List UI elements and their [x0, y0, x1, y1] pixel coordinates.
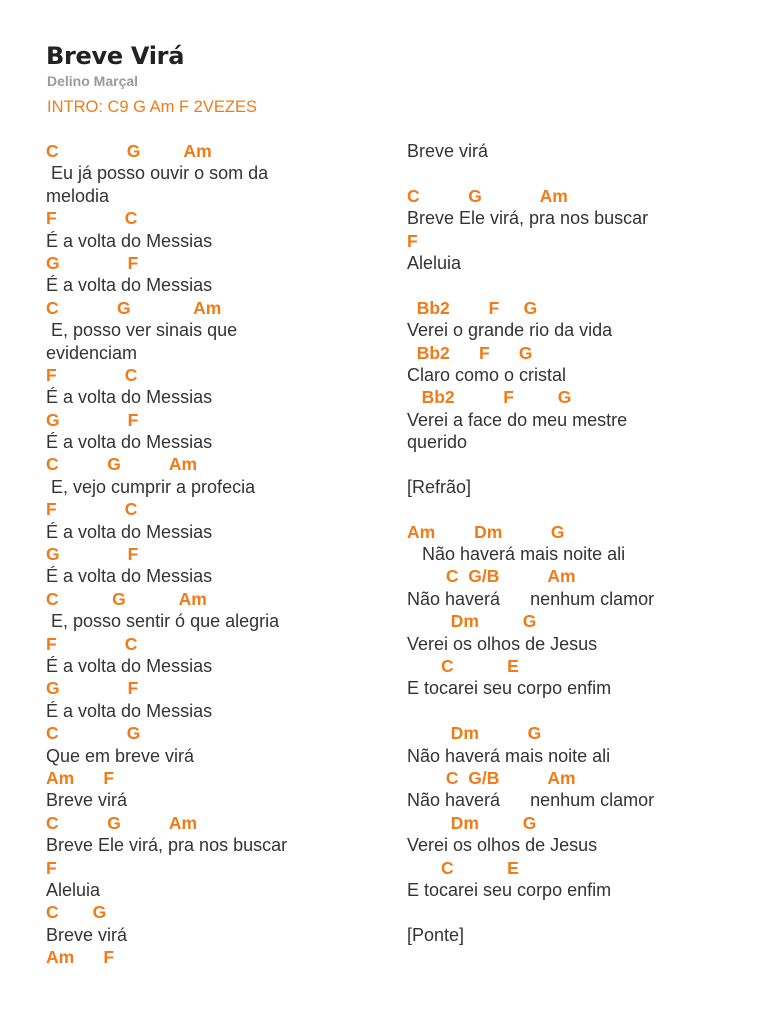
chord-line: C E — [407, 655, 519, 676]
chord-line: Am F — [46, 947, 115, 968]
chord-line: C G/B Am — [407, 767, 576, 788]
chord-line: C G Am — [46, 588, 207, 609]
chord-line: C G Am — [46, 297, 222, 318]
lyric-line: Verei os olhos de Jesus — [407, 633, 598, 654]
lyric-line: Breve Ele virá, pra nos buscar — [407, 208, 649, 229]
chord-line: C E — [407, 857, 519, 878]
lyric-line: É a volta do Messias — [46, 387, 213, 408]
lyric-line: Breve Ele virá, pra nos buscar — [46, 835, 288, 856]
chord-line: C G Am — [46, 812, 198, 833]
song-title: Breve Virá — [46, 42, 185, 70]
chord-line: F C — [46, 208, 138, 229]
chord-line: C G — [46, 723, 141, 744]
lyric-line: Não haverá nenhum clamor — [407, 790, 655, 811]
chord-line: Dm G — [407, 611, 537, 632]
lyric-line: É a volta do Messias — [46, 432, 213, 453]
lyric-line: Aleluia — [46, 879, 101, 900]
chord-line: C G Am — [46, 141, 212, 161]
lyric-line — [407, 453, 654, 475]
lyric-line: Verei o grande rio da vida — [407, 320, 613, 341]
chord-line: C G/B Am — [407, 566, 576, 587]
lyric-line: É a volta do Messias — [46, 275, 213, 296]
song-artist: Delino Marçal — [47, 73, 139, 89]
lyric-line: E, posso ver sinais que — [46, 320, 238, 341]
lyric-line: Breve virá — [46, 924, 128, 945]
lyric-line: melodia — [46, 185, 110, 206]
lyric-line: Não haverá mais noite ali — [407, 544, 626, 565]
chord-line: F — [46, 857, 57, 878]
chord-line: C G Am — [407, 185, 568, 206]
lyric-line: E tocarei seu corpo enfim — [407, 678, 612, 699]
chord-line: G F — [46, 678, 139, 699]
lyric-line: É a volta do Messias — [46, 230, 213, 251]
lyric-line: [Ponte] — [407, 924, 465, 945]
lyric-line: Verei os olhos de Jesus — [407, 835, 598, 856]
lyric-line: Aleluia — [407, 252, 462, 273]
intro-chords: INTRO: C9 G Am F 2VEZES — [47, 98, 257, 116]
lyric-line: Não haverá mais noite ali — [407, 745, 611, 766]
lyric-line: Verei a face do meu mestre — [407, 409, 628, 430]
lyric-line: [Refrão] — [407, 476, 472, 497]
chord-line: F C — [46, 364, 138, 385]
chord-line: F C — [46, 633, 138, 654]
chord-line: F — [407, 230, 418, 251]
lyric-line: Claro como o cristal — [407, 364, 567, 385]
chord-line: G F — [46, 252, 139, 273]
lyric-line: E, vejo cumprir a profecia — [46, 476, 256, 497]
lyric-line: querido — [407, 432, 468, 453]
lyric-line: Não haverá nenhum clamor — [407, 588, 655, 609]
lyric-line: Que em breve virá — [46, 745, 195, 766]
lyric-line: É a volta do Messias — [46, 700, 213, 721]
chord-line: Bb2 F G — [407, 387, 572, 408]
lyric-line: E, posso sentir ó que alegria — [46, 611, 280, 632]
left-column — [46, 140, 287, 968]
lyric-line — [407, 498, 654, 520]
chord-line: Bb2 F G — [407, 297, 538, 318]
lyric-line — [407, 901, 654, 923]
lyric-line: evidenciam — [46, 342, 138, 363]
lyric-line: Breve virá — [46, 790, 128, 811]
right-column — [407, 140, 654, 946]
chord-line: Dm G — [407, 812, 537, 833]
chord-line: G F — [46, 409, 139, 430]
lyric-line — [407, 700, 654, 722]
lyric-line: É a volta do Messias — [46, 521, 213, 542]
lyric-line — [407, 274, 654, 296]
chord-line: C G Am — [46, 454, 198, 475]
chord-line: Am Dm G — [407, 521, 565, 542]
chord-line: F C — [46, 499, 138, 520]
chord-line: Am F — [46, 767, 115, 788]
chord-line: G F — [46, 544, 139, 565]
chord-line: Bb2 F G — [407, 342, 533, 363]
lyric-line: E tocarei seu corpo enfim — [407, 879, 612, 900]
chord-line: C G — [46, 902, 107, 923]
lyric-line: É a volta do Messias — [46, 566, 213, 587]
lyric-line: Breve virá — [407, 141, 489, 161]
lyric-line: Eu já posso ouvir o som da — [46, 163, 269, 184]
chord-line: Dm G — [407, 723, 542, 744]
lyric-line: É a volta do Messias — [46, 655, 213, 676]
lyric-line — [407, 162, 654, 184]
